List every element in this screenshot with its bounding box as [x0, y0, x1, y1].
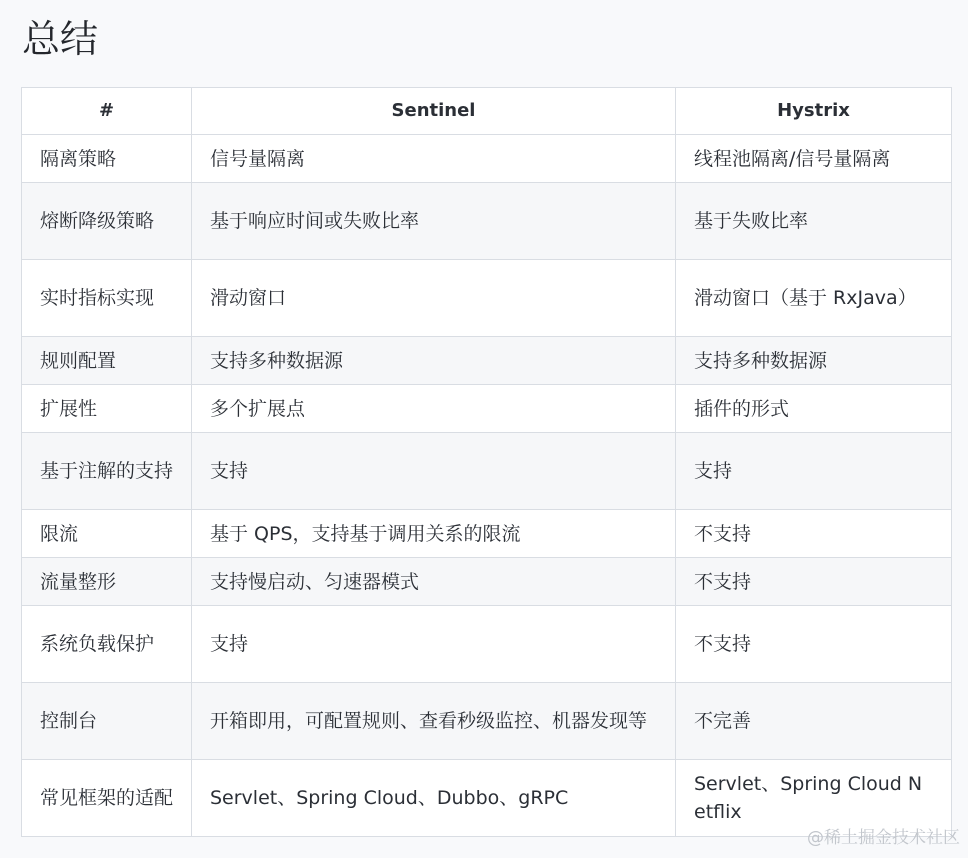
column-header-index: #	[22, 88, 192, 135]
watermark: @稀土掘金技术社区	[807, 828, 960, 848]
hystrix-cell: 不完善	[676, 683, 952, 760]
table-row	[22, 337, 952, 385]
table-row	[22, 385, 952, 433]
sentinel-cell: 基于响应时间或失败比率	[192, 183, 676, 260]
feature-cell: 系统负载保护	[22, 606, 192, 683]
hystrix-cell: 不支持	[676, 510, 952, 558]
sentinel-cell: 支持慢启动、匀速器模式	[192, 558, 676, 606]
feature-cell: 基于注解的支持	[22, 433, 192, 510]
feature-cell: 常见框架的适配	[22, 760, 192, 837]
table-row	[22, 433, 952, 510]
table-row	[22, 510, 952, 558]
sentinel-cell: 信号量隔离	[192, 135, 676, 183]
table-row	[22, 760, 952, 837]
table-row	[22, 260, 952, 337]
sentinel-cell: 滑动窗口	[192, 260, 676, 337]
feature-cell: 控制台	[22, 683, 192, 760]
sentinel-cell: 开箱即用，可配置规则、查看秒级监控、机器发现等	[192, 683, 676, 760]
hystrix-cell: 滑动窗口（基于 RxJava）	[676, 260, 952, 337]
column-header-hystrix: Hystrix	[676, 88, 952, 135]
feature-cell: 规则配置	[22, 337, 192, 385]
feature-cell: 隔离策略	[22, 135, 192, 183]
hystrix-cell: 基于失败比率	[676, 183, 952, 260]
sentinel-cell: 支持多种数据源	[192, 337, 676, 385]
comparison-table	[21, 87, 952, 837]
table-row	[22, 683, 952, 760]
feature-cell: 流量整形	[22, 558, 192, 606]
table-row	[22, 135, 952, 183]
hystrix-cell: 支持多种数据源	[676, 337, 952, 385]
sentinel-cell: 支持	[192, 433, 676, 510]
sentinel-cell: 支持	[192, 606, 676, 683]
hystrix-cell: 线程池隔离/信号量隔离	[676, 135, 952, 183]
table-header-row	[22, 88, 952, 135]
page-title: 总结	[22, 17, 99, 61]
hystrix-cell: Servlet、Spring Cloud Netflix	[676, 760, 952, 837]
sentinel-cell: 基于 QPS，支持基于调用关系的限流	[192, 510, 676, 558]
column-header-sentinel: Sentinel	[192, 88, 676, 135]
hystrix-cell: 支持	[676, 433, 952, 510]
sentinel-cell: Servlet、Spring Cloud、Dubbo、gRPC	[192, 760, 676, 837]
hystrix-cell: 不支持	[676, 558, 952, 606]
hystrix-cell: 插件的形式	[676, 385, 952, 433]
table-row	[22, 606, 952, 683]
feature-cell: 扩展性	[22, 385, 192, 433]
feature-cell: 限流	[22, 510, 192, 558]
table-row	[22, 183, 952, 260]
feature-cell: 实时指标实现	[22, 260, 192, 337]
table-row	[22, 558, 952, 606]
hystrix-cell: 不支持	[676, 606, 952, 683]
feature-cell: 熔断降级策略	[22, 183, 192, 260]
sentinel-cell: 多个扩展点	[192, 385, 676, 433]
